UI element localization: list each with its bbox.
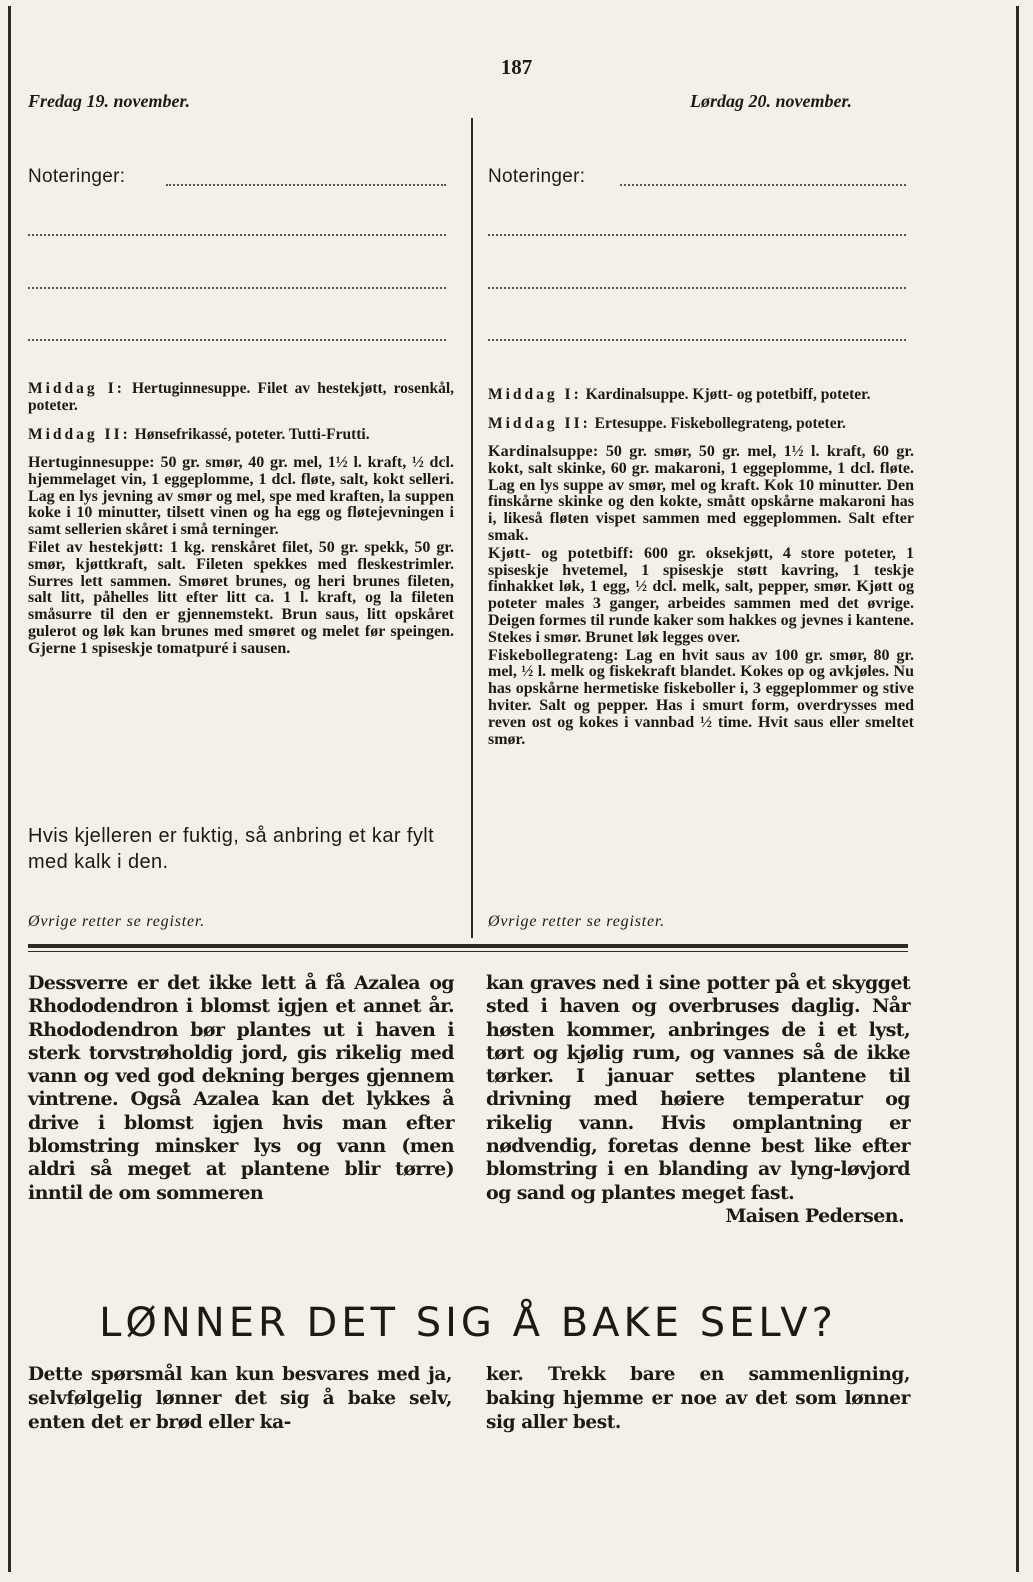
page-number: 187 [500,55,533,79]
middag-2-saturday [488,415,914,432]
notes-line-friday[interactable] [166,166,446,186]
middag-label: Middag II: [28,426,131,443]
recipe-text: 50 gr. smør, 50 gr. mel, 1½ l. kraft, 60 gr. kokt, salt skinke, 60 gr. makaroni, 1 eggeplomme, 1 dcl. fløte. Lag en lys suppe av smør, mel og kraft. Kok 10 minutter. Den finskårne skinke og den kokte, smått opskårne makaroni has i, likeså fløten vispet sammen med eggeplommen. Salt efter smak. [488,443,915,544]
recipe-text: 600 gr. oksekjøtt, 4 store poteter, 1 spiseskje hvetemel, 1 spiseskje støtt kavring, 1 teskje finhakket løk, 1 egg, ½ dcl. melk, salt, pepper, smør. Kjøtt og poteter males 3 ganger, arbeides sammen med det øvrige. Deigen formes til runde kaker som hakkes og jevnes i kantene. Stekes i smør. Brunet løk legges over. [488,544,914,646]
article-text: kan graves ned i sine potter på et skygget sted i haven og overbruses daglig. Når høsten kommer, anbringes de i et lyst, tørt og kjølig rum, og vannes så de ikke tørker. I januar settes plantene til drivning med høiere temperatur og rikelig vann. Hvis omplantning er nødvendig, foretas denne best like efter blomstring i en blanding av lyng-løvjord og sand og plantes meget fast. [486,972,910,1204]
recipe-text: 50 gr. smør, 40 gr. mel, 1½ l. kraft, ½ dcl. hjemmelaget vin, 1 eggeplomme, 1 dcl. fløte, salt, kokt selleri. Lag en lys jevning av smør og mel, spe med kraften, la suppen koke i 10 minutter, tilsett vinen og ha egg og fløtejevningen i samt sellerien skåret i små terninger. [28,454,455,539]
middag-text: Hertuginnesuppe. Filet av hestekjøtt, rosenkål, poteter. [28,380,455,414]
middag-1-saturday [488,386,914,403]
recipe-name: Fiskebollegrateng: [488,646,619,664]
notes-line-friday[interactable] [28,232,446,236]
recipe-hertuginnesuppe [28,455,454,539]
recipe-kardinalsuppe [488,444,914,545]
recipe-name: Kjøtt- og potetbiff: [488,544,634,562]
notes-line-saturday[interactable] [488,232,906,236]
recipe-name: Kardinalsuppe: [488,443,599,460]
article-column-1: Dessverre er det ikke lett å få Azalea og Rhododendron i blomst igjen et annet år. Rhododendron bør plantes ut i haven i sterk torvstrøholdig jord, gis rikelig med vann og ved god dekning berges gjennem vintrene. Også Azalea kan det lykkes å drive i blomst igjen hvis man efter blomstring minsker lys og vann (men aldri så meget at plantene blir tørre) inntil de om sommeren [28,972,454,1204]
ovrige-retter-saturday[interactable]: Øvrige retter se register. [488,913,665,930]
middag-1-friday [28,380,454,414]
recipe-text: 1 kg. renskåret filet, 50 gr. spekk, 50 gr. smør, kjøttkraft, salt. Fileten spekkes med fleskestrimler. Surres lett sammen. Smøret brunes, og heri brunes fileten, salt litt, påhelles litt efter litt ca. 1 l. kraft, og la fileten småsurre til den er gjennemstekt. Brun saus, litt opskåret gulerot og løk kan brunes med smøret og melet før speingen. Gjerne 1 spiseskje tomatpuré i sausen. [28,538,455,657]
notes-label-saturday: Noteringer: [488,166,586,187]
ovrige-retter-friday[interactable]: Øvrige retter se register. [28,913,205,930]
household-tip: Hvis kjelleren er fuktig, så anbring et kar fylt med kalk i den. [28,825,435,873]
notes-line-saturday[interactable] [488,285,906,289]
middag-text: Hønsefrikassé, poteter. Tutti-Frutti. [134,426,370,443]
notes-line-saturday[interactable] [620,166,906,186]
notes-line-saturday[interactable] [488,337,906,341]
recipe-text: Lag en hvit saus av 100 gr. smør, 80 gr. mel, ½ l. melk og fiskekraft blandet. Kokes op og avkjøles. Nu has opskårne hermetiske fiskeboller i, 3 eggeplommer og stive hviter. Salt og pepper. Has i smurt form, overdrysses med reven ost og kokes i vannbad ½ time. Hvit saus eller smeltet smør. [488,646,915,748]
middag-label: Middag II: [488,415,591,432]
notes-line-friday[interactable] [28,337,446,341]
day-heading-friday: Fredag 19. november. [28,91,190,111]
middag-label: Middag I: [28,380,125,397]
recipe-name: Filet av hestekjøtt: [28,538,164,556]
saturday-menu [488,386,914,748]
recipe-fiskebollegrateng [488,648,914,749]
recipe-kjott-og-potetbiff [488,546,914,647]
bake-column-2: ker. Trekk bare en sammenligning, baking hjemme er noe av det som lønner sig aller best. [486,1364,910,1433]
middag-text: Ertesuppe. Fiskebollegrateng, poteter. [594,415,846,432]
recipe-name: Hertuginnesuppe: [28,454,155,471]
middag-label: Middag I: [488,386,582,403]
middag-2-friday [28,426,454,443]
section-divider [28,944,908,948]
middag-text: Kardinalsuppe. Kjøtt- og potetbiff, poteter. [585,386,871,403]
article-signature: Maisen Pedersen. [725,1204,904,1227]
recipe-filet-av-hestekjott [28,540,454,658]
day-heading-saturday: Lørdag 20. november. [690,91,852,111]
column-divider [471,118,473,938]
bake-column-1: Dette spørsmål kan kun besvares med ja, selvfølgelig lønner det sig å bake selv, enten det er brød eller ka- [28,1364,452,1433]
section-divider [28,951,908,952]
notes-label-friday: Noteringer: [28,166,126,187]
friday-menu [28,380,454,658]
article-column-2 [486,972,910,1228]
notes-line-friday[interactable] [28,285,446,289]
bake-headline: LØNNER DET SIG Å BAKE SELV? [99,1300,837,1346]
